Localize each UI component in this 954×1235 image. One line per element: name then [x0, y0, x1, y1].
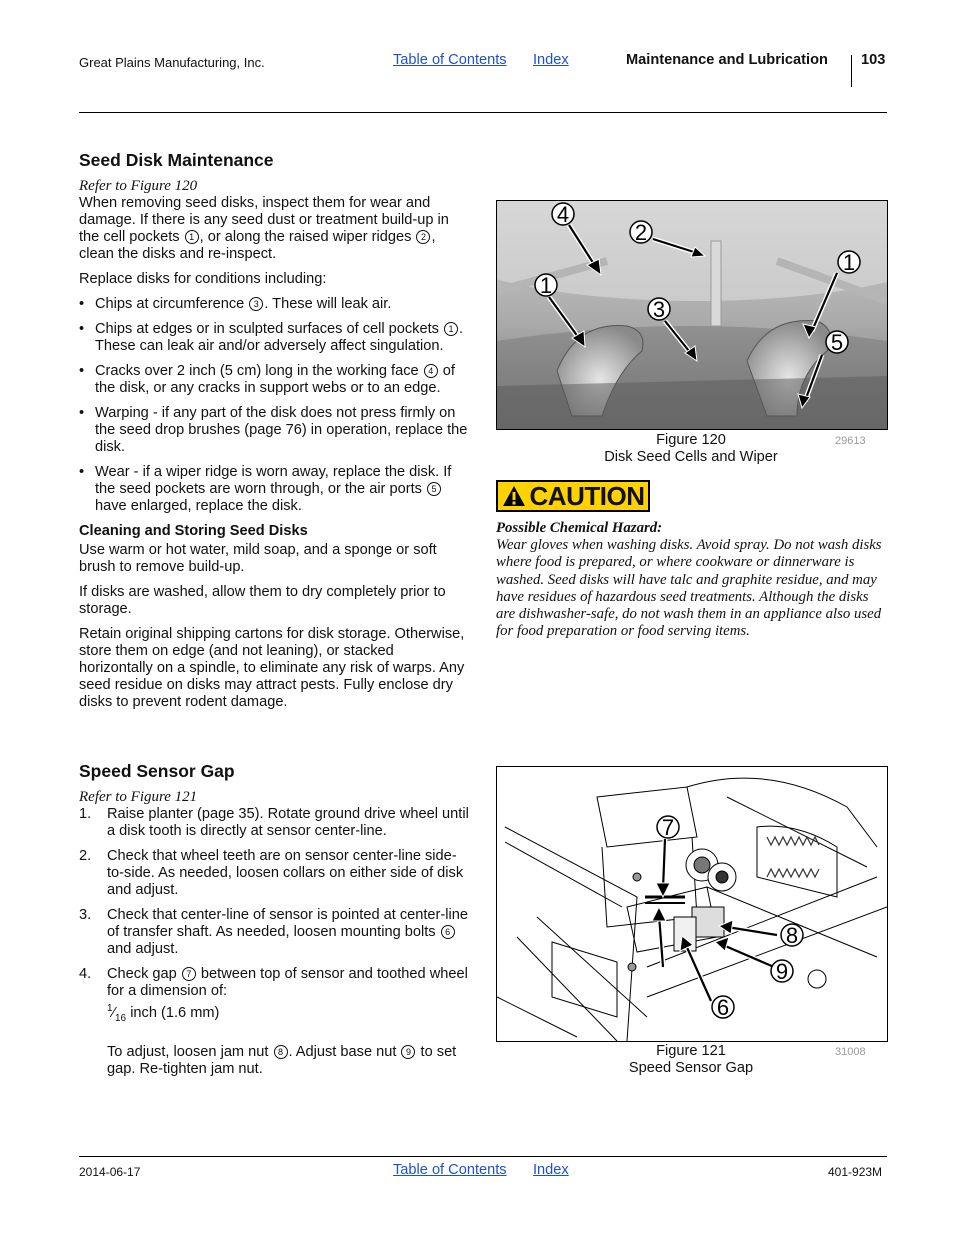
replace-conditions-list — [79, 296, 469, 515]
section-title: Maintenance and Lubrication — [626, 52, 828, 68]
caution-label — [496, 480, 650, 512]
figure-120-callout-3: 3 — [652, 297, 666, 322]
seed-disk-photo — [497, 201, 887, 429]
caution-title: Possible Chemical Hazard: — [496, 520, 663, 536]
figure-120-number: 29613 — [835, 435, 866, 447]
callout-ref-2: 2 — [416, 230, 430, 244]
cleaning-p3: Retain original shipping cartons for disk storage. Otherwise, store them on edge (and not leaning), or stacked horizontally on a spindle, to eliminate any risk of warps. Any seed residue on disks may attract pests. Fully enclose dry disks to prevent rodent damage. — [79, 626, 465, 710]
figure-120-image — [496, 200, 888, 430]
speed-sensor-steps — [79, 806, 469, 1078]
cleaning-heading: Cleaning and Storing Seed Disks — [79, 523, 308, 539]
speed-sensor-refer: Refer to Figure 121 — [79, 789, 198, 805]
seed-disk-heading: Seed Disk Maintenance — [79, 150, 274, 170]
figure-121-callout-9: 9 — [775, 959, 789, 984]
replace-intro: Replace disks for conditions including: — [79, 271, 327, 287]
header-index-link[interactable]: Index — [533, 52, 569, 68]
figure-121-image — [496, 766, 888, 1042]
figure-120-callout-2: 2 — [634, 220, 648, 245]
page-number: 103 — [861, 52, 886, 68]
cleaning-p2: If disks are washed, allow them to dry completely prior to storage. — [79, 584, 446, 617]
list-item: • Chips at circumference 3 . These will leak air. — [79, 296, 469, 313]
speed-sensor-section — [79, 761, 469, 1086]
figure-120-callout-4: 4 — [556, 202, 570, 227]
figure-121-callout-8: 8 — [785, 923, 799, 948]
list-item: 1. Raise planter (page 35). Rotate ground drive wheel until a disk tooth is directly at sensor center-line. — [79, 806, 469, 839]
gap-dimension: $^1⁄_{16}$ inch (1.6 mm) — [107, 1003, 220, 1024]
footer-doc-number: 401-923M — [828, 1165, 883, 1179]
figure-121-callout-7: 7 — [661, 815, 675, 840]
footer-toc-link[interactable]: Table of Contents — [393, 1162, 507, 1178]
company-name: Great Plains Manufacturing, Inc. — [79, 55, 265, 70]
figure-121-caption: Figure 121 Speed Sensor Gap — [628, 1043, 754, 1076]
warning-icon — [502, 485, 526, 507]
footer-index-link[interactable]: Index — [533, 1162, 569, 1178]
list-item: • Warping - if any part of the disk does not press firmly on the seed drop brushes (page 76) in operation, replace the disk. — [79, 405, 469, 456]
list-item: 3. Check that center-line of sensor is pointed at center-line of transfer shaft. As needed, loosen mounting bolts 6 and adjust. — [79, 907, 468, 957]
header-rule — [79, 112, 887, 113]
header-divider — [851, 55, 852, 87]
figure-121-number: 31008 — [835, 1046, 866, 1058]
list-item: • Wear - if a wiper ridge is worn away, replace the disk. If the seed pockets are worn through, or the air ports 5 have enlarged, replace the disk. — [79, 464, 469, 515]
figure-120-callout-5: 5 — [830, 330, 844, 355]
footer-rule — [79, 1156, 887, 1157]
figure-121-callout-6: 6 — [716, 995, 730, 1020]
figure-120-callout-1-right: 1 — [842, 250, 856, 275]
figure-120-caption: Figure 120 Disk Seed Cells and Wiper — [604, 432, 778, 465]
speed-sensor-heading: Speed Sensor Gap — [79, 761, 235, 781]
list-item: 2. Check that wheel teeth are on sensor center-line side-to-side. As needed, loosen collars on either side of disk and adjust. — [79, 848, 464, 898]
list-item: • Cracks over 2 inch (5 cm) long in the working face 4 of the disk, or any cracks in support webs or to an edge. — [79, 363, 469, 397]
footer-date: 2014-06-17 — [79, 1165, 141, 1179]
caution-text: CAUTION — [529, 480, 645, 511]
figure-120-callout-1-left: 1 — [539, 273, 553, 298]
speed-sensor-drawing — [497, 767, 887, 1041]
list-item: • Chips at edges or in sculpted surfaces of cell pockets 1 . These can leak air and/or adversely affect singulation. — [79, 321, 469, 355]
list-item: 4. Check gap 7 between top of sensor and toothed wheel for a dimension of: $^1⁄_{16}$ inch (1.6 mm) To adjust, loosen jam nut 8 . Adjust base nut 9 to set gap. Re-tighten jam nut. — [79, 966, 468, 1077]
seed-disk-intro: When removing seed disks, inspect them for wear and damage. If there is any seed dust or treatment build-up in the cell pockets 1 , or along the raised wiper ridges 2 , clean the disks and re-inspect. — [79, 195, 449, 262]
caution-message — [496, 520, 888, 640]
cleaning-p1: Use warm or hot water, mild soap, and a sponge or soft brush to remove build-up. — [79, 542, 437, 575]
header-toc-link[interactable]: Table of Contents — [393, 52, 507, 68]
seed-disk-section — [79, 150, 469, 719]
callout-ref-1: 1 — [185, 230, 199, 244]
caution-body-text: Wear gloves when washing disks. Avoid spray. Do not wash disks where food is prepared, or where cookware or dinnerware is washed. Seed disks will have talc and graphite residue, and may have residues of hazardous seed treatments. Although the disks are dishwasher-safe, do not wash them in an appliance also used for food preparation or food serving items. — [496, 537, 882, 640]
seed-disk-refer: Refer to Figure 120 — [79, 178, 198, 194]
adjust-instructions: To adjust, loosen jam nut 8 . Adjust base nut 9 to set gap. Re-tighten jam nut. — [107, 1043, 457, 1077]
